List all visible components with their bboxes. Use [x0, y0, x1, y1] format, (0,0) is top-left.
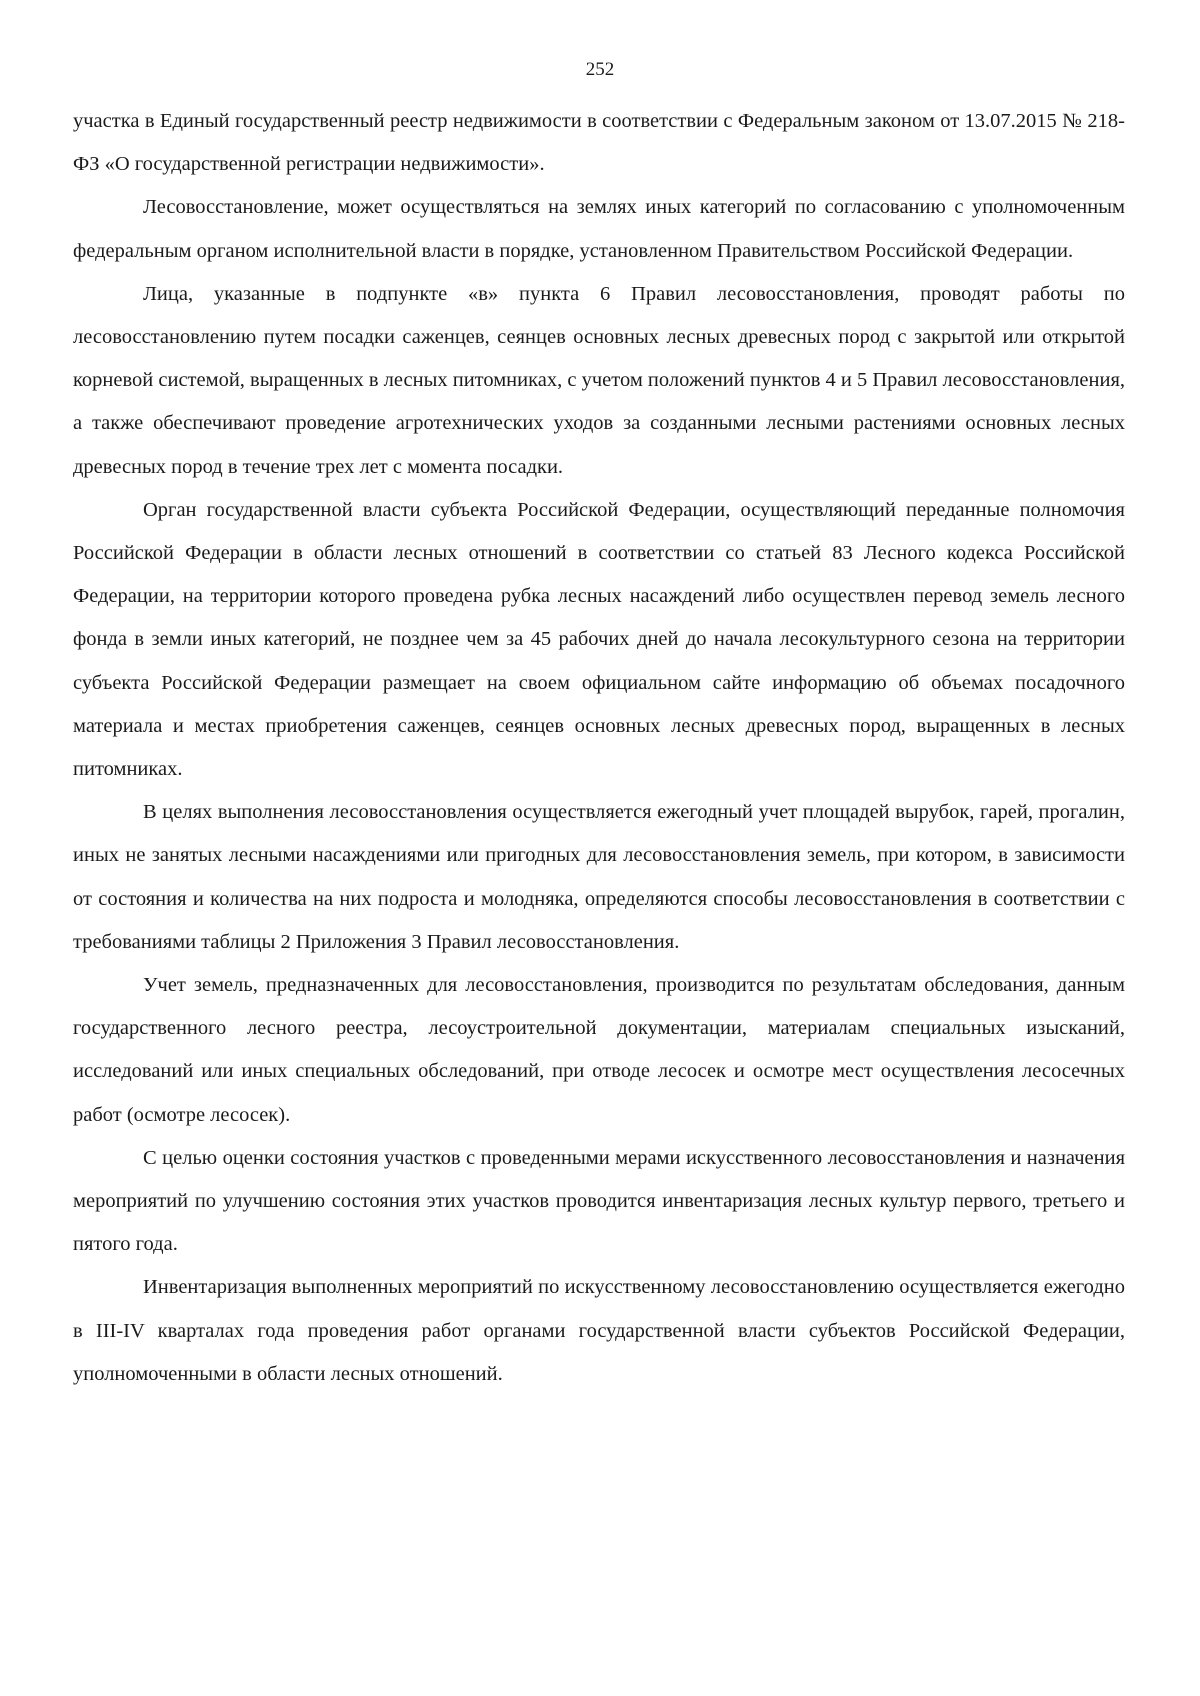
paragraph: Инвентаризация выполненных мероприятий по искусственному лесовосстановлению осуществляется ежегодно в III-IV кварталах года проведения работ органами государственной власти субъектов Российской Федерации, уполномоченными в области лесных отношений.: [73, 1276, 1125, 1385]
paragraph: Учет земель, предназначенных для лесовосстановления, производится по результатам обследования, данным государственного лесного реестра, лесоустроительной документации, материалам специальных изысканий, исследований или иных специальных обследований, при отводе лесосек и осмотре мест осуществления лесосечных работ (осмотре лесосек).: [73, 974, 1125, 1126]
paragraph: С целью оценки состояния участков с проведенными мерами искусственного лесовосстановления и назначения мероприятий по улучшению состояния этих участков проводится инвентаризация лесных культур первого, третьего и пятого года.: [73, 1146, 1125, 1256]
paragraph: Лесовосстановление, может осуществляться на землях иных категорий по согласованию с уполномоченным федеральным органом исполнительной власти в порядке, установленном Правительством Российской Федерации.: [73, 196, 1125, 262]
page-number: 252: [585, 59, 615, 80]
paragraph: В целях выполнения лесовосстановления осуществляется ежегодный учет площадей вырубок, гарей, прогалин, иных не занятых лесными насаждениями или пригодных для лесовосстановления земель, при котором, в зависимости от состояния и количества на них подроста и молодняка, определяются способы лесовосстановления в соответствии с требованиями таблицы 2 Приложения 3 Правил лесовосстановления.: [73, 801, 1125, 953]
document-body: [73, 100, 1125, 1396]
paragraph-continuation: участка в Единый государственный реестр недвижимости в соответствии с Федеральным законом от 13.07.2015 № 218-ФЗ «О государственной регистрации недвижимости».: [73, 110, 1125, 176]
paragraph: Лица, указанные в подпункте «в» пункта 6 Правил лесовосстановления, проводят работы по лесовосстановлению путем посадки саженцев, сеянцев основных лесных древесных пород с закрытой или открытой корневой системой, выращенных в лесных питомниках, с учетом положений пунктов 4 и 5 Правил лесовосстановления, а также обеспечивают проведение агротехнических уходов за созданными лесными растениями основных лесных древесных пород в течение трех лет с момента посадки.: [73, 282, 1125, 478]
paragraph: Орган государственной власти субъекта Российской Федерации, осуществляющий переданные полномочия Российской Федерации в области лесных отношений в соответствии со статьей 83 Лесного кодекса Российской Федерации, на территории которого проведена рубка лесных насаждений либо осуществлен перевод земель лесного фонда в земли иных категорий, не позднее чем за 45 рабочих дней до начала лесокультурного сезона на территории субъекта Российской Федерации размещает на своем официальном сайте информацию об объемах посадочного материала и местах приобретения саженцев, сеянцев основных лесных древесных пород, выращенных в лесных питомниках.: [73, 498, 1125, 781]
